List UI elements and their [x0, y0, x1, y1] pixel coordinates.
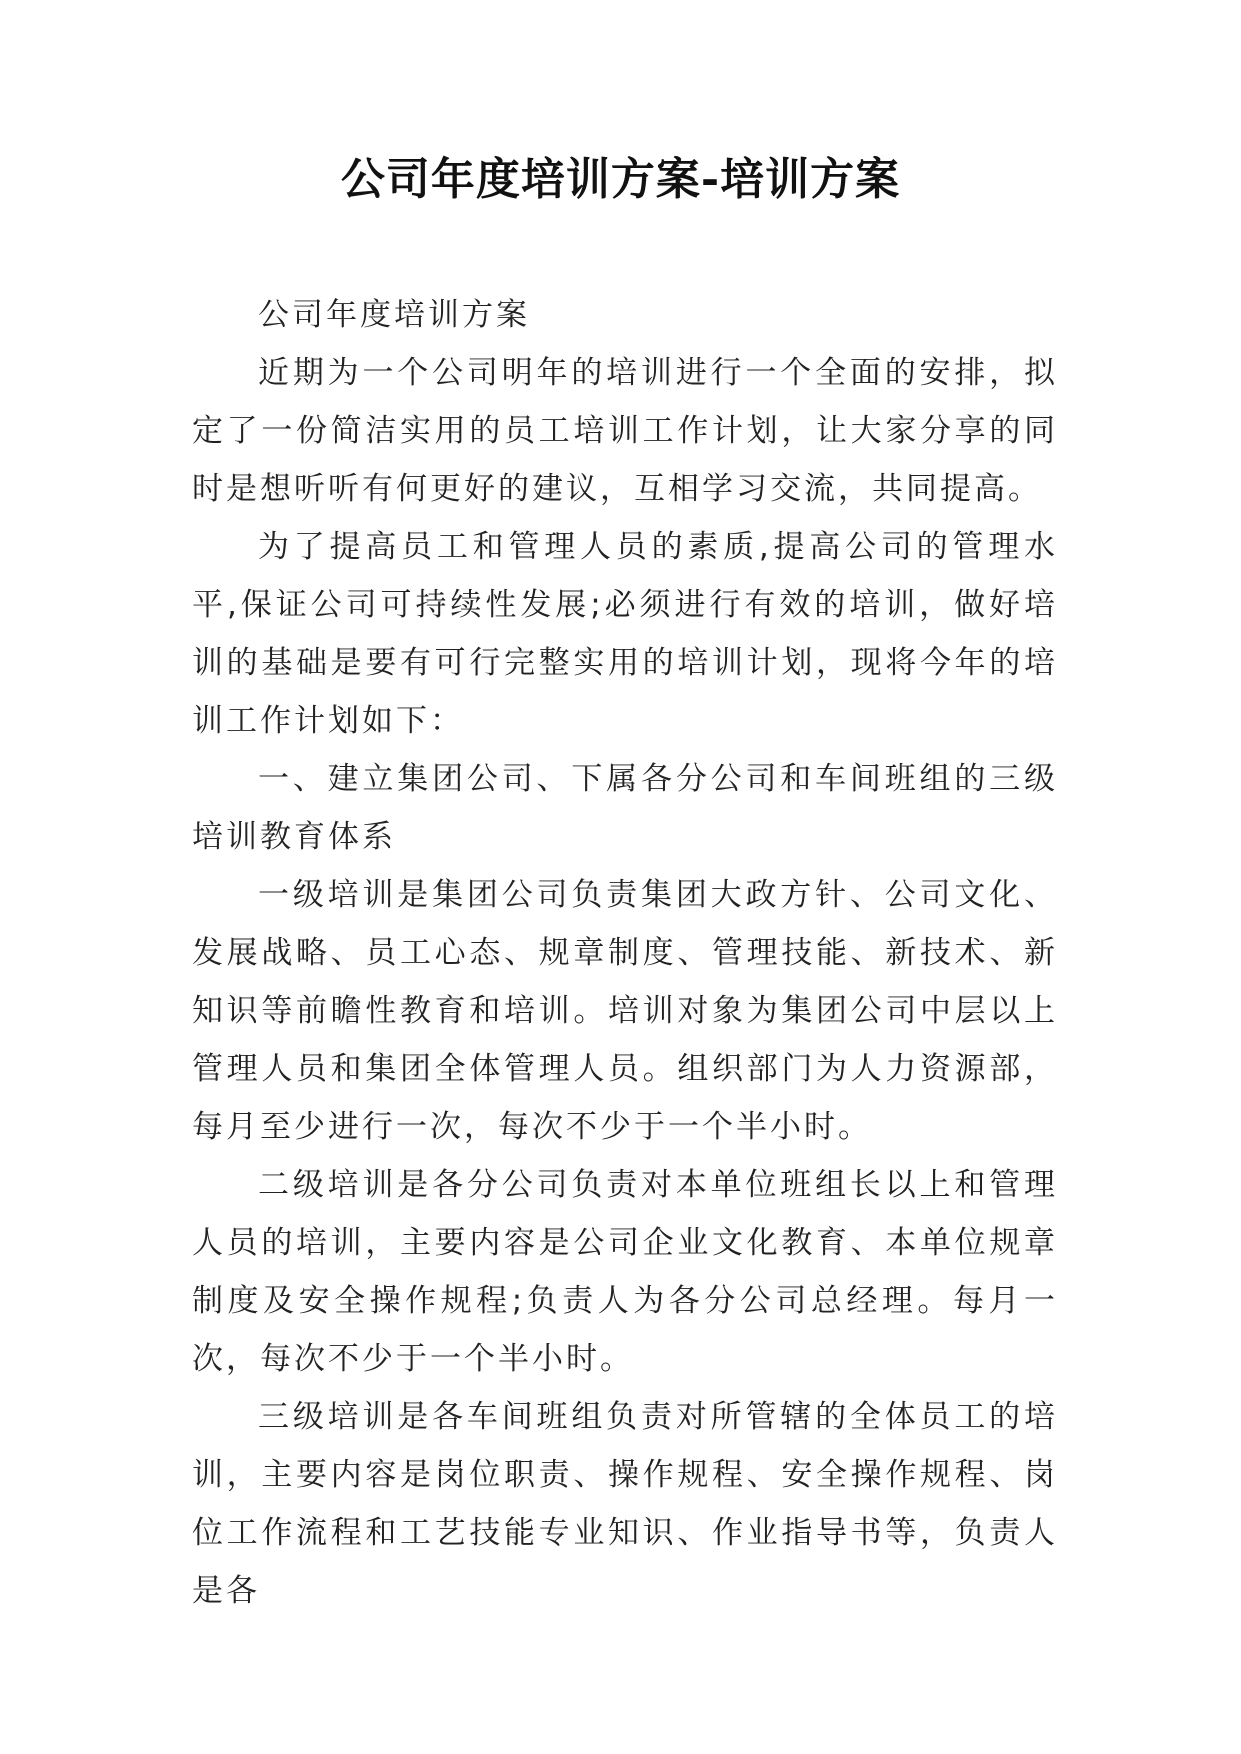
level-one-paragraph: 一级培训是集团公司负责集团大政方针、公司文化、发展战略、员工心态、规章制度、管理技能、新技术、新知识等前瞻性教育和培训。培训对象为集团公司中层以上管理人员和集团全体管理人员。组织部门为人力资源部，每月至少进行一次，每次不少于一个半小时。 — [192, 877, 1058, 1145]
level-three-paragraph: 三级培训是各车间班组负责对所管辖的全体员工的培训，主要内容是岗位职责、操作规程、安全操作规程、岗位工作流程和工艺技能专业知识、作业指导书等，负责人是各 — [192, 1399, 1058, 1609]
intro-paragraph: 近期为一个公司明年的培训进行一个全面的安排，拟定了一份简洁实用的员工培训工作计划，让大家分享的同时是想听听有何更好的建议，互相学习交流，共同提高。 — [192, 355, 1058, 507]
purpose-paragraph: 为了提高员工和管理人员的素质,提高公司的管理水平,保证公司可持续性发展;必须进行有效的培训，做好培训的基础是要有可行完整实用的培训计划，现将今年的培训工作计划如下： — [192, 529, 1058, 739]
document-body — [192, 286, 1058, 1620]
subtitle-paragraph: 公司年度培训方案 — [258, 297, 530, 333]
section-heading-1: 一、建立集团公司、下属各分公司和车间班组的三级培训教育体系 — [192, 761, 1058, 855]
document-title: 公司年度培训方案-培训方案 — [340, 154, 901, 205]
level-two-paragraph: 二级培训是各分公司负责对本单位班组长以上和管理人员的培训，主要内容是公司企业文化教育、本单位规章制度及安全操作规程;负责人为各分公司总经理。每月一次，每次不少于一个半小时。 — [192, 1167, 1058, 1377]
